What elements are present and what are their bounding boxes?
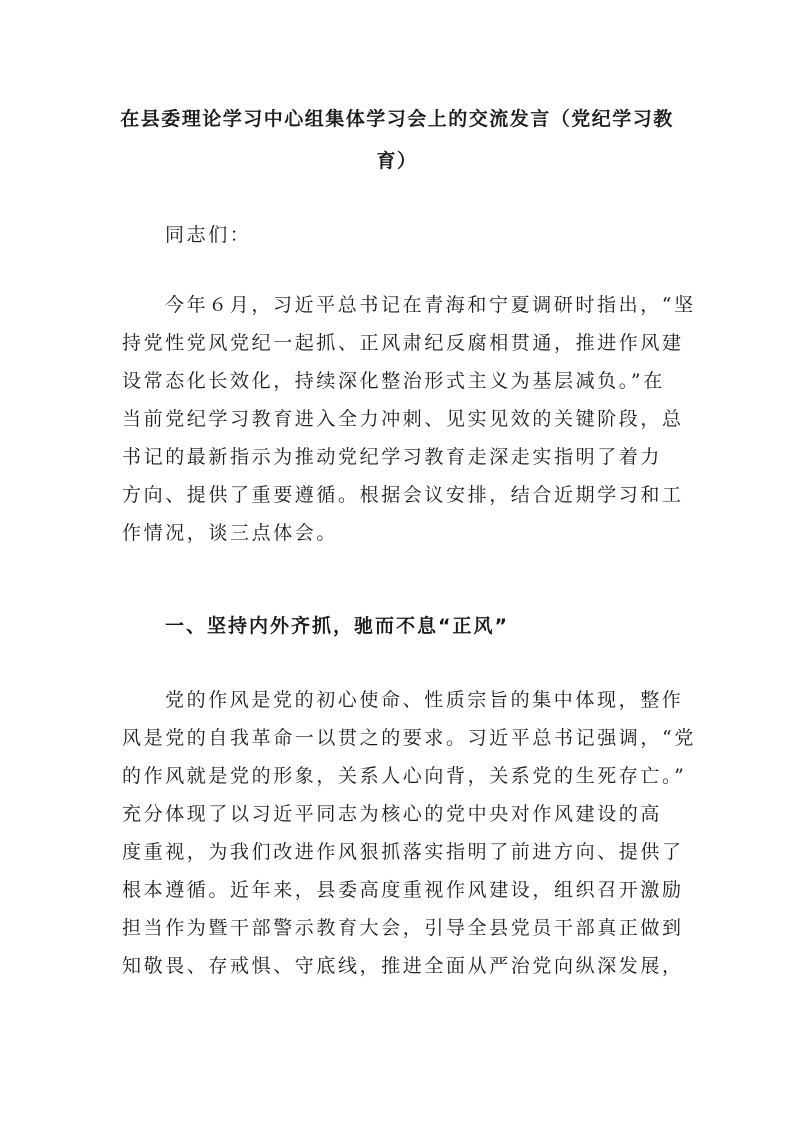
paragraph-line: 充分体现了以习近平同志为核心的党中央对作风建设的高 bbox=[122, 803, 663, 825]
paragraph-line: 书记的最新指示为推动党纪学习教育走深走实指明了着力 bbox=[122, 446, 663, 468]
paragraph-line: 的作风就是党的形象，关系人心向背，关系党的生死存亡。” bbox=[122, 765, 687, 787]
paragraph-line: 担当作为暨干部警示教育大会，引导全县党员干部真正做到 bbox=[122, 917, 684, 939]
paragraph-line: 风是党的自我革命一以贯之的要求。习近平总书记强调，“党 bbox=[122, 727, 696, 749]
paragraph-line: 知敬畏、存戒惧、守底线，推进全面从严治党向纵深发展， bbox=[122, 955, 684, 977]
paragraph-line: 今年６月，习近平总书记在青海和宁夏调研时指出，“坚 bbox=[165, 294, 696, 316]
paragraph-line: 当前党纪学习教育进入全力冲刺、见实见效的关键阶段，总 bbox=[122, 408, 684, 430]
section-heading: 一、坚持内外齐抓，驰而不息“正风” bbox=[165, 615, 509, 637]
paragraph-line: 持党性党风党纪一起抓、正风肃纪反腐相贯通，推进作风建 bbox=[122, 332, 684, 354]
paragraph-line: 党的作风是党的初心使命、性质宗旨的集中体现，整作 bbox=[165, 689, 684, 711]
salutation: 同志们： bbox=[165, 224, 252, 246]
paragraph-line: 设常态化长效化，持续深化整治形式主义为基层减负。”在 bbox=[122, 370, 665, 392]
paragraph-line: 根本遵循。近年来，县委高度重视作风建设，组织召开激励 bbox=[122, 879, 684, 901]
paragraph-line: 作情况，谈三点体会。 bbox=[122, 522, 339, 544]
paragraph-line: 方向、提供了重要遵循。根据会议安排，结合近期学习和工 bbox=[122, 484, 684, 506]
paragraph-line: 度重视，为我们改进作风狠抓落实指明了前进方向、提供了 bbox=[122, 841, 684, 863]
document-title: 在县委理论学习中心组集体学习会上的交流发言（党纪学习教育） bbox=[120, 108, 674, 172]
